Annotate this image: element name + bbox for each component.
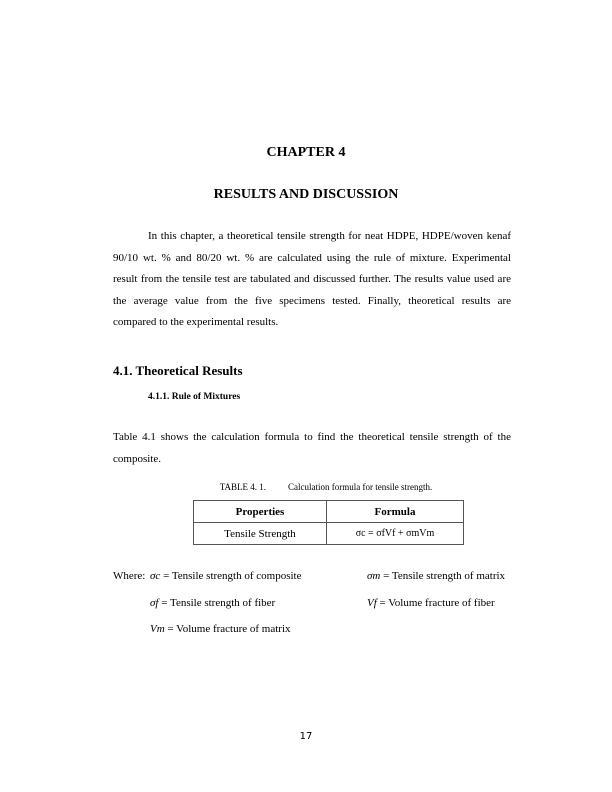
definition-symbol: Vm [150,623,165,635]
intro-line: the average value from the five specimens tested. Finally, theoretical results are [113,294,511,307]
definition-text: = Tensile strength of fiber [161,597,276,609]
page-number: 17 [299,731,313,742]
section-heading: 4.1. Theoretical Results [113,363,243,378]
intro-line: result from the tensile test are tabulated and discussed further. The results value used are [113,273,511,285]
table-header-row [194,501,464,523]
definition-fiber-strength [150,597,275,609]
table-intro-paragraph [113,427,511,470]
definition-text: = Volume fracture of fiber [379,597,495,609]
table-intro-line: composite. [113,452,161,465]
definition-symbol: σc [150,570,161,582]
table-header-cell: Properties [194,501,327,523]
definition-symbol: Vf [367,597,377,609]
definition-text: = Tensile strength of composite [163,570,302,582]
table-caption-text: Calculation formula for tensile strength. [288,482,433,492]
table-caption-number: TABLE 4. 1. [219,482,267,492]
definition-fiber-volume [367,597,495,609]
definition-symbol: σf [150,597,159,609]
table-row [194,523,464,545]
definition-text: = Tensile strength of matrix [383,570,506,582]
intro-line: compared to the experimental results. [113,316,279,328]
definition-text: = Volume fracture of matrix [167,623,291,635]
table-cell-formula: σc = σfVf + σmVm [327,523,464,545]
definition-matrix-strength [367,570,505,582]
intro-line: 90/10 wt. % and 80/20 wt. % are calculated using the rule of mixture. Experimental [113,251,511,264]
table-caption [0,482,612,492]
table-header-cell: Formula [327,501,464,523]
table-cell: Tensile Strength [194,523,327,545]
table-intro-line: Table 4.1 shows the calculation formula to find the theoretical tensile strength of the [113,431,511,443]
formula-table [193,500,464,545]
definition-symbol: σm [367,570,381,582]
where-label: Where: [113,570,146,582]
chapter-label: CHAPTER 4 [266,145,346,160]
definition-composite [150,570,302,582]
chapter-title: RESULTS AND DISCUSSION [213,187,399,202]
definition-matrix-volume [150,623,291,635]
intro-line: In this chapter, a theoretical tensile strength for neat HDPE, HDPE/woven kenaf [148,230,511,242]
subsection-heading: 4.1.1. Rule of Mixtures [148,392,241,402]
intro-paragraph [113,226,511,334]
